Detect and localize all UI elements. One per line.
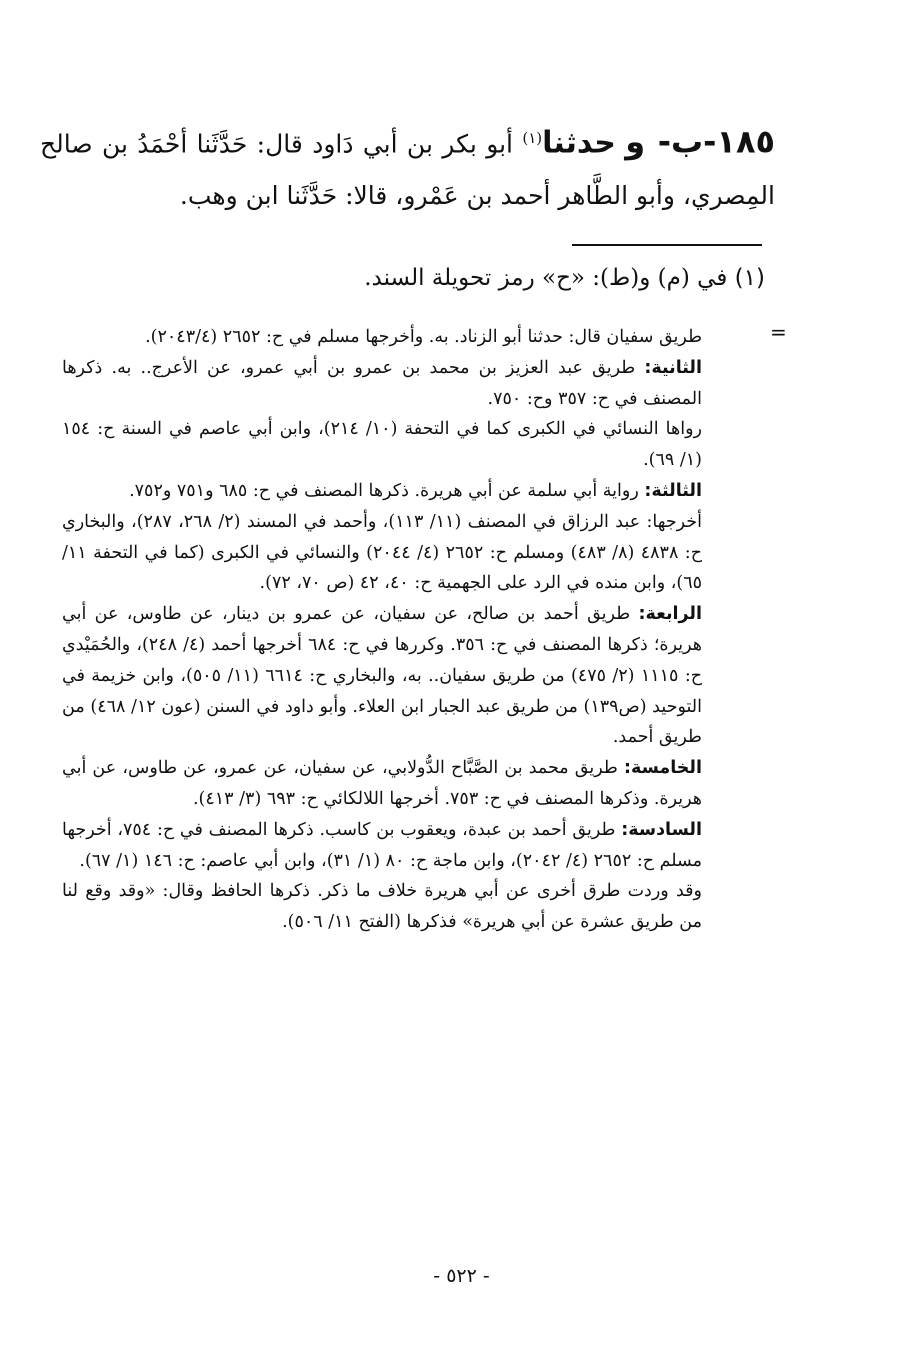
note-label-sixth: السادسة:: [621, 819, 702, 840]
note-text: طريق محمد بن الصَّبَّاح الدُّولابي، عن سفيان، عن عمرو، عن طاوس، عن أبي هريرة. وذكرها المصنف في ح: ٧٥٣. أخرجها اللالكائي ح: ٦٩٣ (٣/ ٤١٣).: [62, 758, 702, 809]
note-label-fourth: الرابعة:: [638, 604, 702, 625]
footnote: [200, 258, 765, 298]
footnote-text: في (م) و(ط): «ح» رمز تحويلة السند.: [364, 265, 728, 291]
note-paragraph: [62, 815, 702, 877]
note-text: طريق عبد العزيز بن محمد بن عمرو بن أبي عمرو، عن الأعرج.. به. ذكرها المصنف في ح: ٣٥٧ وح: ٧٥٠.: [62, 357, 702, 409]
note-text: رواية أبي سلمة عن أبي هريرة. ذكرها المصنف في ح: ٦٨٥ و٧٥١ و٧٥٢.: [129, 480, 639, 501]
note-label-fifth: الخامسة:: [623, 758, 702, 779]
hadith-number: ١٨٥-ب- و: [625, 122, 776, 161]
note-label-third: الثالثة:: [644, 480, 702, 501]
note-paragraph: [62, 322, 702, 353]
note-text: طريق سفيان قال: حدثنا أبو الزناد. به. وأخرجها مسلم في ح: ٢٦٥٢ (٢٠٤٣/٤).: [145, 327, 702, 347]
note-paragraph: [62, 876, 702, 938]
note-paragraph: [62, 507, 702, 599]
note-text: طريق أحمد بن صالح، عن سفيان، عن عمرو بن دينار، عن طاوس، عن أبي هريرة؛ ذكرها المصنف في ح: ٣٥٦. وكررها في ح: ٦٨٤ أخرجها أحمد (٤/ ٢٤٨)، والحُمَيْدي ح: ١١١٥ (٢/ ٤٧٥) من طريق سفيان.. به، والبخاري ح: ٦٦١٤ (١١/ ٥٠٥)، وابن خزيمة في التوحيد (ص١٣٩) من طريق عبد الجبار ابن العلاء. وأبو داود في السنن (عون ١٢/ ٤٦٨) من طريق أحمد.: [62, 604, 703, 748]
note-text: وقد وردت طرق أخرى عن أبي هريرة خلاف ما ذكر. ذكرها الحافظ وقال: «وقد وقع لنا من طريق عشرة عن أبي هريرة» فذكرها (الفتح ١١/ ٥٠٦).: [62, 881, 702, 933]
note-paragraph: [62, 599, 702, 753]
hadith-paragraph: [40, 112, 775, 222]
haddathana-word: حدثنا: [542, 125, 616, 161]
note-paragraph: [62, 753, 702, 815]
hadith-text: أبو بكر بن أبي دَاود قال: حَدَّثَنا أحْمَدُ بن صالح المِصري، وأبو الطَّاهر أحمد بن عَمْرو، قالا: حَدَّثَنا ابن وهب.: [40, 129, 775, 211]
note-label-second: الثانية:: [644, 357, 702, 378]
page-number: - ٥٢٢ -: [433, 1265, 490, 1287]
note-text: أخرجها: عبد الرزاق في المصنف (١١/ ١١٣)، وأحمد في المسند (٢/ ٢٦٨، ٢٨٧)، والبخاري ح: ٤٨٣٨ (٨/ ٤٨٣) ومسلم ح: ٢٦٥٢ (٤/ ٢٠٤٤) والنسائي في الكبرى (كما في التحفة ١١/ ٦٥)، وابن منده في الرد على الجهمية ح: ٤٠، ٤٢ (ص ٧٠، ٧٢).: [62, 511, 702, 594]
footnote-marker: (١): [734, 265, 765, 291]
footnote-separator: [572, 244, 762, 246]
note-paragraph: [62, 353, 702, 415]
notes-section: [62, 322, 702, 938]
note-text: رواها النسائي في الكبرى كما في التحفة (١٠/ ٢١٤)، وابن أبي عاصم في السنة ح: ١٥٤ (١/ ٦٩).: [62, 419, 702, 471]
note-paragraph: [62, 414, 702, 476]
continuation-mark: =: [770, 320, 787, 344]
footnote-reference: (١): [522, 129, 543, 147]
note-paragraph: [62, 476, 702, 507]
note-text: طريق أحمد بن عبدة، ويعقوب بن كاسب. ذكرها المصنف في ح: ٧٥٤، أخرجها مسلم ح: ٢٦٥٢ (٤/ ٢٠٤٢)، وابن ماجة ح: ٨٠ (١/ ٣١)، وابن أبي عاصم: ح: ١٤٦ (١/ ٦٧).: [62, 819, 702, 871]
